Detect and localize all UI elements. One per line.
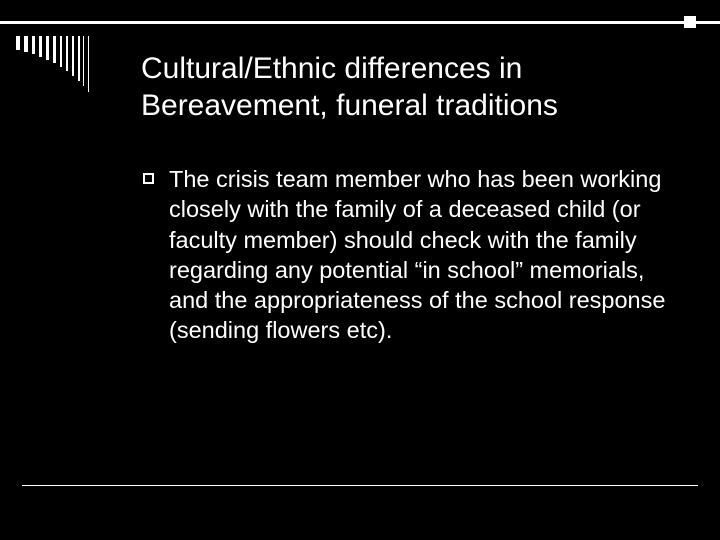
decorative-bar <box>53 36 56 63</box>
decorative-bars <box>16 36 136 96</box>
decorative-bar <box>16 36 20 50</box>
hollow-square-bullet-icon <box>143 173 154 184</box>
bottom-rule <box>22 485 698 486</box>
decorative-bar <box>24 36 28 52</box>
bullet-text: The crisis team member who has been working closely with the family of a deceased child (or faculty member) should check with the family regarding any potential “in school” memorials, and the appropriateness of the school response (sending flowers etc). <box>169 166 666 344</box>
decorative-bar <box>72 36 74 76</box>
slide-title-line: Bereavement, funeral traditions <box>141 89 558 122</box>
top-rule <box>0 21 720 24</box>
slide-title <box>141 50 701 124</box>
decorative-bar <box>39 36 42 57</box>
bullet-list <box>141 164 686 346</box>
decorative-bar <box>88 36 89 92</box>
decorative-bar <box>66 36 68 71</box>
decorative-bar <box>32 36 35 54</box>
bullet-item <box>141 164 686 346</box>
slide-title-line: Cultural/Ethnic differences in <box>141 52 523 85</box>
decorative-bar <box>78 36 80 81</box>
decorative-bar <box>60 36 62 67</box>
top-square-marker <box>684 16 696 28</box>
decorative-bar <box>83 36 84 86</box>
decorative-bar <box>46 36 49 60</box>
